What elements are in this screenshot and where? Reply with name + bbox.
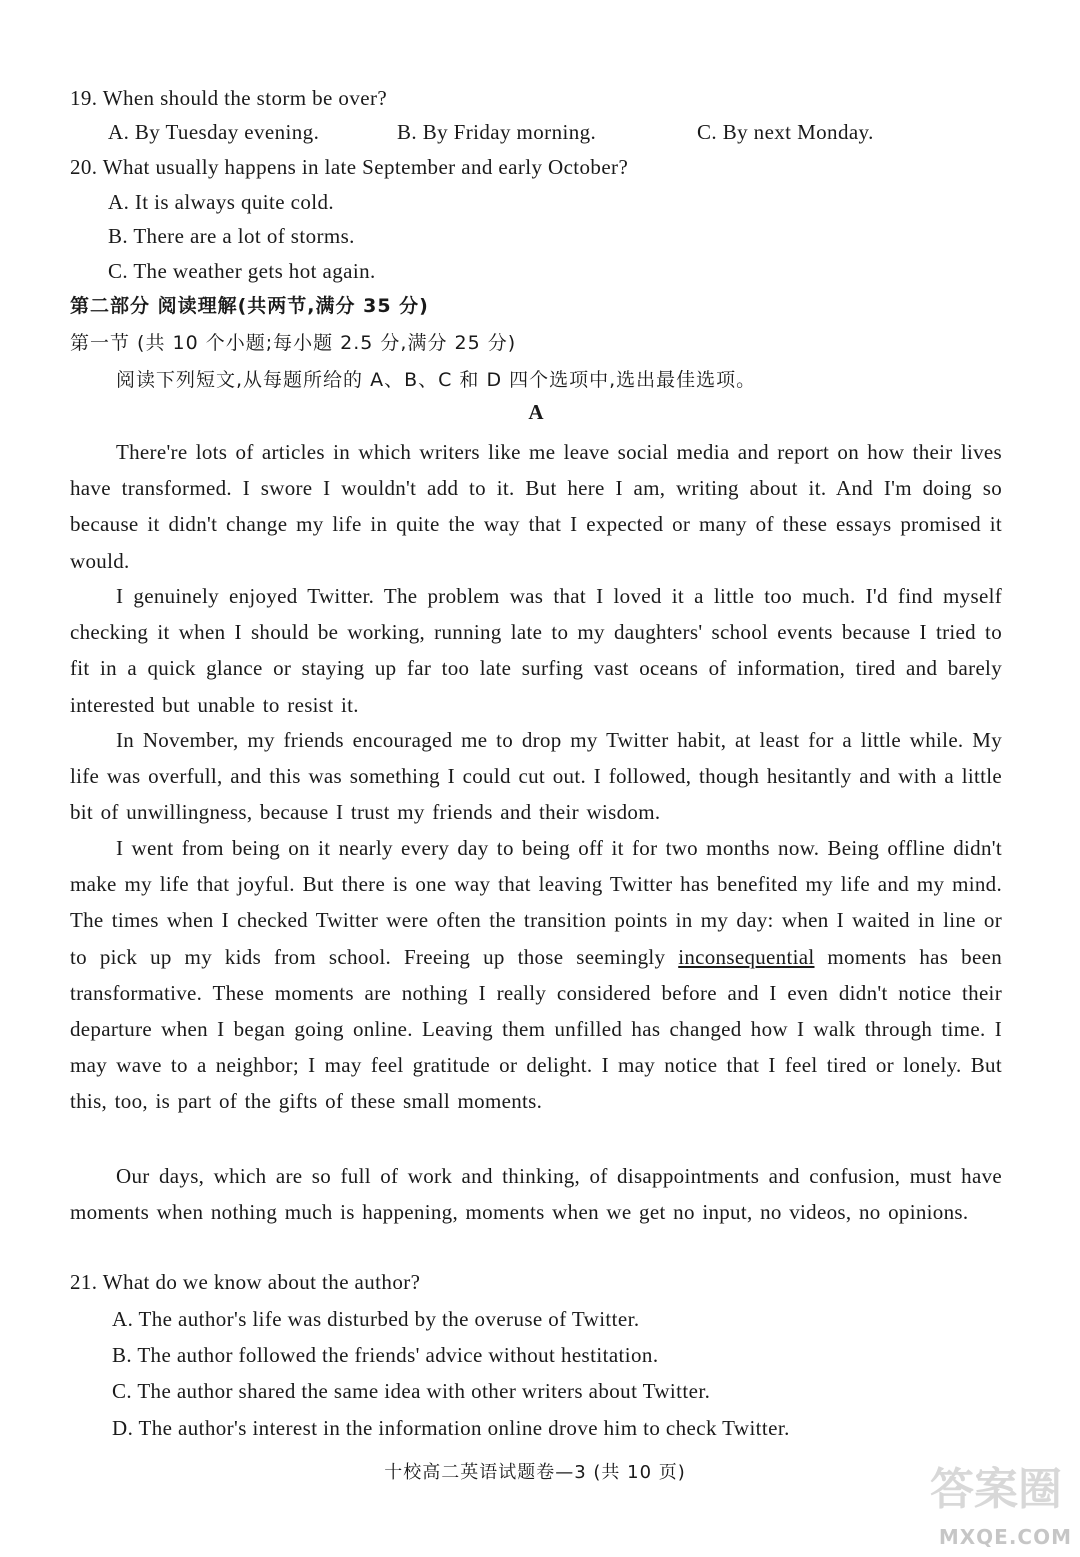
passage-paragraph-2: I genuinely enjoyed Twitter. The problem was that I loved it a little too much. I'd find myself checking it when I should be working, running late to my daughters' school events because I tried to fit in a quick glance or staying up far too late surfing vast oceans of information, tired and barely interested but unable to resist it.	[70, 584, 1002, 717]
question-20-option-a: A. It is always quite cold.	[108, 190, 335, 214]
question-21-option-b: B. The author followed the friends' advice without hestitation.	[112, 1343, 659, 1367]
part-two-heading: 第二部分 阅读理解(共两节,满分 35 分)	[70, 295, 429, 317]
question-21-option-a: A. The author's life was disturbed by the overuse of Twitter.	[112, 1307, 640, 1331]
paragraph-4-text-before: I went from being on it nearly every day to being off it for two months now. Being offline didn't make my life that joyful. But there is one way that leaving Twitter has benefited my life and my mind. The times when I checked Twitter were often the transition points in my day: when I waited in line or to pick up my kids from school. Freeing up those seemingly	[70, 836, 1002, 969]
question-21-option-c: C. The author shared the same idea with other writers about Twitter.	[112, 1379, 711, 1403]
question-21-stem: 21. What do we know about the author?	[70, 1270, 421, 1294]
underlined-word: inconsequential	[678, 944, 815, 969]
question-20-option-b: B. There are a lot of storms.	[108, 224, 355, 248]
question-19-option-a: A. By Tuesday evening.	[108, 120, 320, 144]
reading-instruction: 阅读下列短文,从每题所给的 A、B、C 和 D 四个选项中,选出最佳选项。	[116, 369, 757, 391]
question-19-stem: 19. When should the storm be over?	[70, 86, 388, 110]
paragraph-4-text-after: moments has been transformative. These moments are nothing I really considered before and I even didn't notice their departure when I began going online. Leaving them unfilled has changed how I walk through time. I may wave to a neighbor; I may feel gratitude or delight. I may notice that I feel tired or lonely. But this, too, is part of the gifts of these small moments.	[70, 944, 1002, 1114]
passage-paragraph-5: Our days, which are so full of work and thinking, of disappointments and confusion, must have moments when nothing much is happening, moments when we get no input, no videos, no opinions.	[70, 1164, 1002, 1225]
section-one-heading: 第一节 (共 10 个小题;每小题 2.5 分,满分 25 分)	[70, 332, 517, 354]
watermark-logo: 答案圈	[930, 1464, 1062, 1515]
question-19-option-b: B. By Friday morning.	[397, 120, 597, 144]
question-19-option-c: C. By next Monday.	[697, 120, 874, 144]
passage-paragraph-1: There're lots of articles in which writers like me leave social media and report on how their lives have transformed. I swore I wouldn't add to it. But here I am, writing about it. And I'm doing so because it didn't change my life in quite the way that I expected or many of these essays promised it would.	[70, 440, 1002, 573]
page-footer: 十校高二英语试题卷—3 (共 10 页)	[384, 1462, 686, 1483]
passage-title: A	[528, 400, 544, 424]
passage-paragraph-4	[70, 830, 1002, 1120]
passage-paragraph-3: In November, my friends encouraged me to drop my Twitter habit, at least for a little while. My life was overfull, and this was something I could cut out. I followed, though hesitantly and with a little bit of unwillingness, because I trust my friends and their wisdom.	[70, 728, 1002, 825]
question-21-option-d: D. The author's interest in the information online drove him to check Twitter.	[112, 1416, 790, 1440]
watermark-url: MXQE.COM	[938, 1525, 1072, 1549]
question-20-stem: 20. What usually happens in late September and early October?	[70, 155, 629, 179]
question-20-option-c: C. The weather gets hot again.	[108, 259, 376, 283]
